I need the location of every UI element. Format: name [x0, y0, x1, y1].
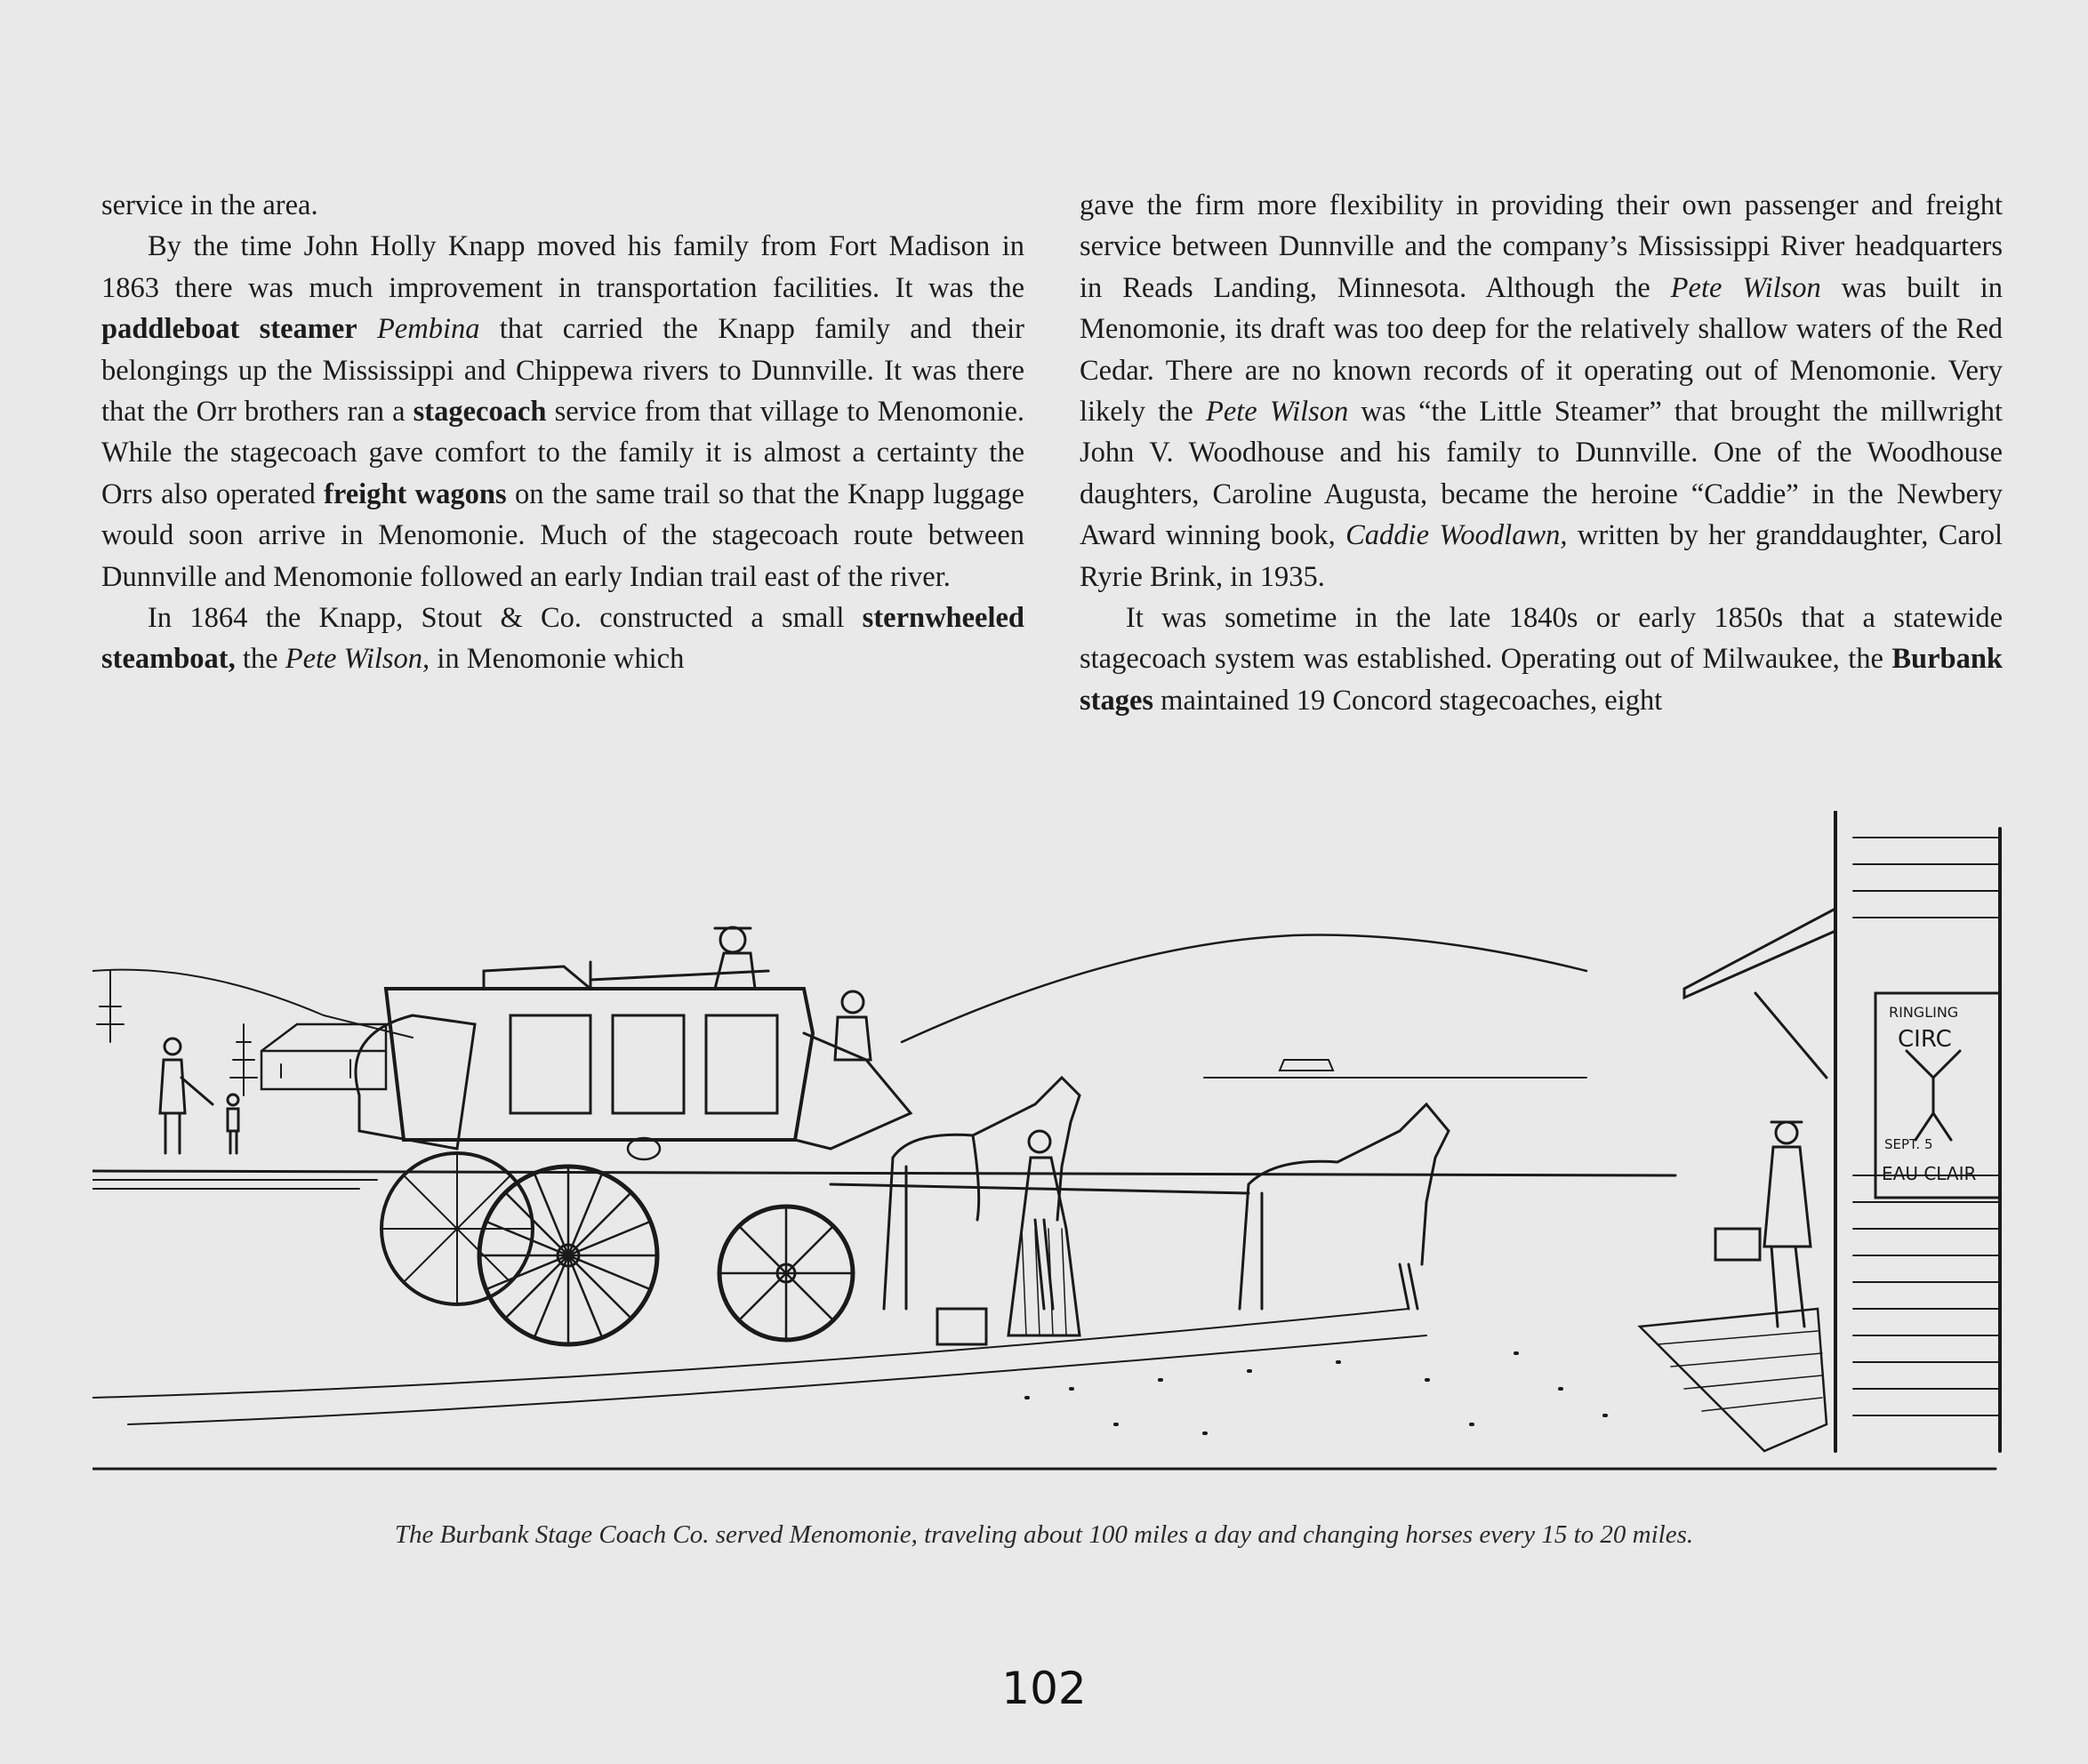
italic-title: Pete Wilson [1670, 271, 1821, 304]
carpet-bag [937, 1309, 986, 1344]
text-run: It was sometime in the late 1840s or early 1850s that a statewide stagecoach system was established. Operating out of Milwaukee, the [1080, 602, 2003, 676]
suitcase [1715, 1229, 1760, 1260]
station-awning [1684, 909, 1835, 1078]
paragraph [101, 226, 1024, 597]
paragraph [1080, 597, 2003, 721]
woman-figure [1029, 1131, 1050, 1152]
child-figure [228, 1094, 238, 1105]
bold-term: paddleboat steamer [101, 313, 357, 346]
text-run: was “the Little Steamer” that brought the millwright John V. Woodhouse and his family to Dunnville. One of the Woodhouse daughters, Caroline Augusta, became the heroine “Caddie” in the Newbery Award winning book, [1080, 396, 2004, 552]
text-run: written by her granddaughter, Carol Ryrie Brink, in 1935. [1080, 519, 2003, 593]
bold-term: freight wagons [324, 477, 507, 510]
roof-luggage [484, 966, 590, 989]
roof-rail [590, 962, 768, 989]
poster-text: CIRC [1898, 1026, 1952, 1053]
traveller-figure [1764, 1122, 1811, 1327]
stagecoach-drawing [92, 811, 2004, 1478]
text-run: service from that village to Menomonie. While the stagecoach gave comfort to the family it is almost a certainty the Orrs also operated [101, 396, 1024, 510]
italic-title: Caddie Woodlawn, [1345, 519, 1568, 552]
text-run: the [235, 643, 285, 676]
tree [230, 1024, 257, 1095]
text-run: gave the firm more flexibility in providing their own passenger and freight service between Dunnville and the company’s Mississippi River headquarters in Reads Landing, Minnesota. Although the [1080, 189, 2003, 304]
coach-door [613, 1015, 684, 1113]
platform-boards [1658, 1331, 1822, 1411]
front-horse [1240, 1104, 1449, 1309]
italic-title: Pembina [376, 313, 480, 346]
farmhouse [261, 1024, 386, 1089]
poster-text: RINGLING [1889, 1004, 1959, 1021]
text-run [357, 313, 377, 345]
farmhouse-window [281, 1060, 350, 1078]
text-run: In 1864 the Knapp, Stout & Co. constructed a small [148, 602, 863, 635]
text-run: was built in Menomonie, its draft was too deep for the relatively shallow waters of the Red Cedar. There are no known records of it operating out of Menomonie. Very likely the [1080, 271, 2003, 429]
poster-text: SEPT. 5 [1884, 1136, 1933, 1152]
traveller-figure [1776, 1122, 1797, 1143]
rear-wheel-large [479, 1167, 657, 1344]
bold-term: sternwheeled steamboat, [101, 602, 1024, 676]
tree [97, 971, 124, 1042]
driver-boot [795, 1033, 911, 1149]
driver-figure [720, 927, 745, 952]
paragraph [101, 597, 1024, 680]
text-run: on the same trail so that the Knapp luggage would soon arrive in Menomonie. Much of the stagecoach route between Dunnville and Menomonie followed an early Indian trail east of the river. [101, 477, 1024, 593]
poster-acrobat [1907, 1051, 1960, 1140]
coach-luggage-boot [356, 1015, 475, 1149]
road-edge [128, 1335, 1426, 1424]
right-text-column [1080, 185, 2003, 721]
bold-term: stagecoach [413, 396, 547, 429]
stagecoach-illustration [92, 811, 2004, 1478]
text-run: maintained 19 Concord stagecoaches, eight [1153, 684, 1663, 717]
paragraph [1080, 185, 2003, 597]
station-platform [1640, 1309, 1827, 1451]
distant-hill [902, 935, 1586, 1043]
coach-window [510, 1015, 590, 1113]
shore-line [92, 1180, 377, 1189]
child-figure [228, 1109, 238, 1153]
paragraph [101, 185, 1024, 226]
man-figure [160, 1060, 213, 1153]
text-run: in Menomonie which [430, 643, 685, 676]
distant-hill [92, 970, 413, 1038]
dress-pleats [1022, 1229, 1066, 1335]
distant-building [1280, 1060, 1333, 1070]
figure-caption: The Burbank Stage Coach Co. served Menomonie, traveling about 100 miles a day and changing horses every 15 to 20 miles. [394, 1520, 1694, 1549]
italic-title: Pete Wilson, [285, 643, 430, 676]
station-wall [1835, 811, 2000, 1451]
left-text-column [101, 185, 1024, 680]
passenger-figure [842, 991, 863, 1013]
text-run: that carried the Knapp family and their belongings up the Mississippi and Chippewa rivers to Dunnville. It was there that the Orr brothers ran a [101, 313, 1024, 429]
bold-term: Burbank stages [1080, 643, 2003, 717]
man-figure [165, 1038, 181, 1054]
rear-wheel-far [381, 1153, 533, 1304]
italic-title: Pete Wilson [1205, 396, 1349, 429]
coach-window [706, 1015, 777, 1113]
poster-text: EAU CLAIR [1882, 1163, 1977, 1184]
coach-pole [831, 1184, 1249, 1193]
horizon-line [92, 1171, 1675, 1175]
coach-body [386, 989, 813, 1140]
text-run: By the time John Holly Knapp moved his family from Fort Madison in 1863 there was much improvement in transportation facilities. It was the [101, 230, 1024, 304]
page-number: 102 [1001, 1663, 1087, 1714]
text-run: service in the area. [101, 189, 318, 221]
front-wheel [719, 1207, 853, 1340]
road-gravel [1026, 1353, 1606, 1433]
